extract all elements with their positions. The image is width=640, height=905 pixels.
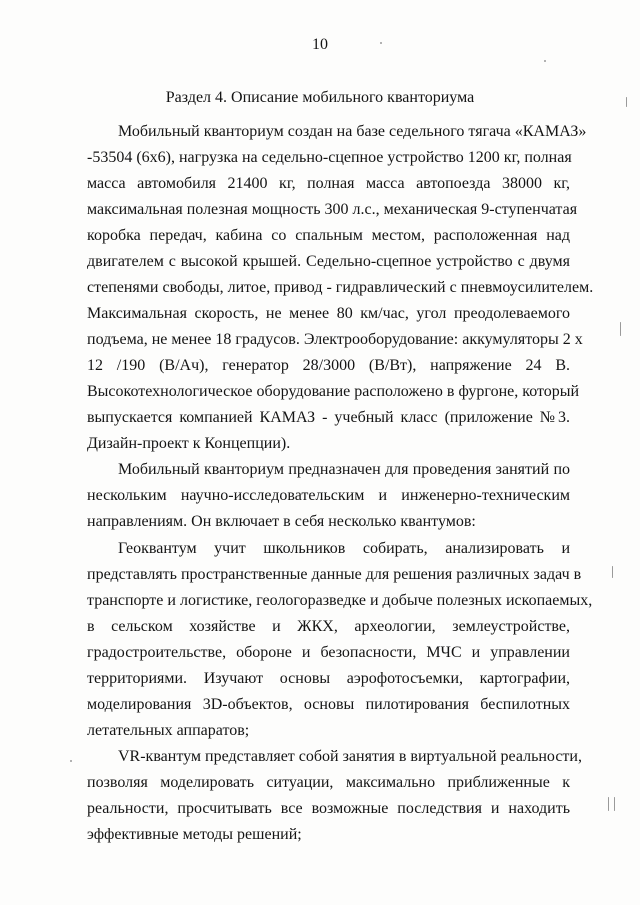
scan-speck (544, 60, 546, 62)
text-line: Мобильный кванториум создан на базе седельного тягача «КАМАЗ» (118, 123, 587, 140)
scan-speck (626, 97, 627, 107)
text-line: эффективные методы решений; (87, 826, 302, 843)
text-line: направлениям. Он включает в себя несколько квантумов: (87, 513, 476, 530)
text-line: в сельском хозяйстве и ЖКХ, археологии, землеустройстве, (87, 618, 570, 635)
text-line: Мобильный кванториум предназначен для проведения занятий по (118, 461, 570, 478)
scan-speck (380, 42, 382, 44)
text-line: Высокотехнологическое оборудование расположено в фургоне, который (87, 383, 580, 400)
text-line: максимальная полезная мощность 300 л.с., механическая 9-ступенчатая (87, 201, 578, 218)
text-line: масса автомобиля 21400 кг, полная масса автопоезда 38000 кг, (87, 175, 570, 192)
text-line: летательных аппаратов; (87, 722, 250, 739)
text-line: территориями. Изучают основы аэрофотосъемки, картографии, (87, 670, 570, 687)
text-line: 12 /190 (В/Ач), генератор 28/3000 (В/Вт), напряжение 24 В. (87, 357, 570, 374)
text-line: нескольким научно-исследовательским и инженерно-техническим (87, 487, 570, 504)
text-line: Максимальная скорость, не менее 80 км/час, угол преодолеваемого (87, 305, 570, 322)
page-number: 10 (312, 36, 328, 53)
text-line: подъема, не менее 18 градусов. Электрооборудование: аккумуляторы 2 х (87, 331, 583, 348)
text-line: позволяя моделировать ситуации, максимально приближенные к (87, 774, 570, 791)
scan-speck (70, 760, 72, 762)
text-line: -53504 (6х6), нагрузка на седельно-сцепное устройство 1200 кг, полная (87, 149, 572, 166)
text-line: Дизайн-проект к Концепции). (87, 435, 291, 452)
scan-speck (612, 566, 613, 578)
text-line: степенями свободы, литое, привод - гидравлический с пневмоусилителем. (87, 279, 594, 296)
text-line: коробка передач, кабина со спальным местом, расположенная над (87, 227, 570, 244)
text-line: Геоквантум учит школьников собирать, анализировать и (118, 540, 570, 557)
text-line: реальности, просчитывать все возможные последствия и находить (87, 800, 570, 817)
text-line: градостроительстве, обороне и безопасности, МЧС и управлении (87, 644, 570, 661)
scan-speck (608, 797, 609, 811)
section-heading: Раздел 4. Описание мобильного кванториума (165, 89, 475, 106)
scan-speck (620, 322, 621, 336)
scan-speck (614, 797, 615, 811)
text-line: представлять пространственные данные для решения различных задач в (87, 566, 582, 583)
text-line: моделирования 3D-объектов, основы пилотирования беспилотных (87, 696, 570, 713)
text-line: выпускается компанией КАМАЗ - учебный класс (приложение №3. (87, 409, 570, 426)
text-line: двигателем с высокой крышей. Седельно-сцепное устройство с двумя (87, 253, 570, 270)
text-line: VR-квантум представляет собой занятия в виртуальной реальности, (118, 748, 582, 765)
text-line: транспорте и логистике, геологоразведке и добыче полезных ископаемых, (87, 592, 593, 609)
